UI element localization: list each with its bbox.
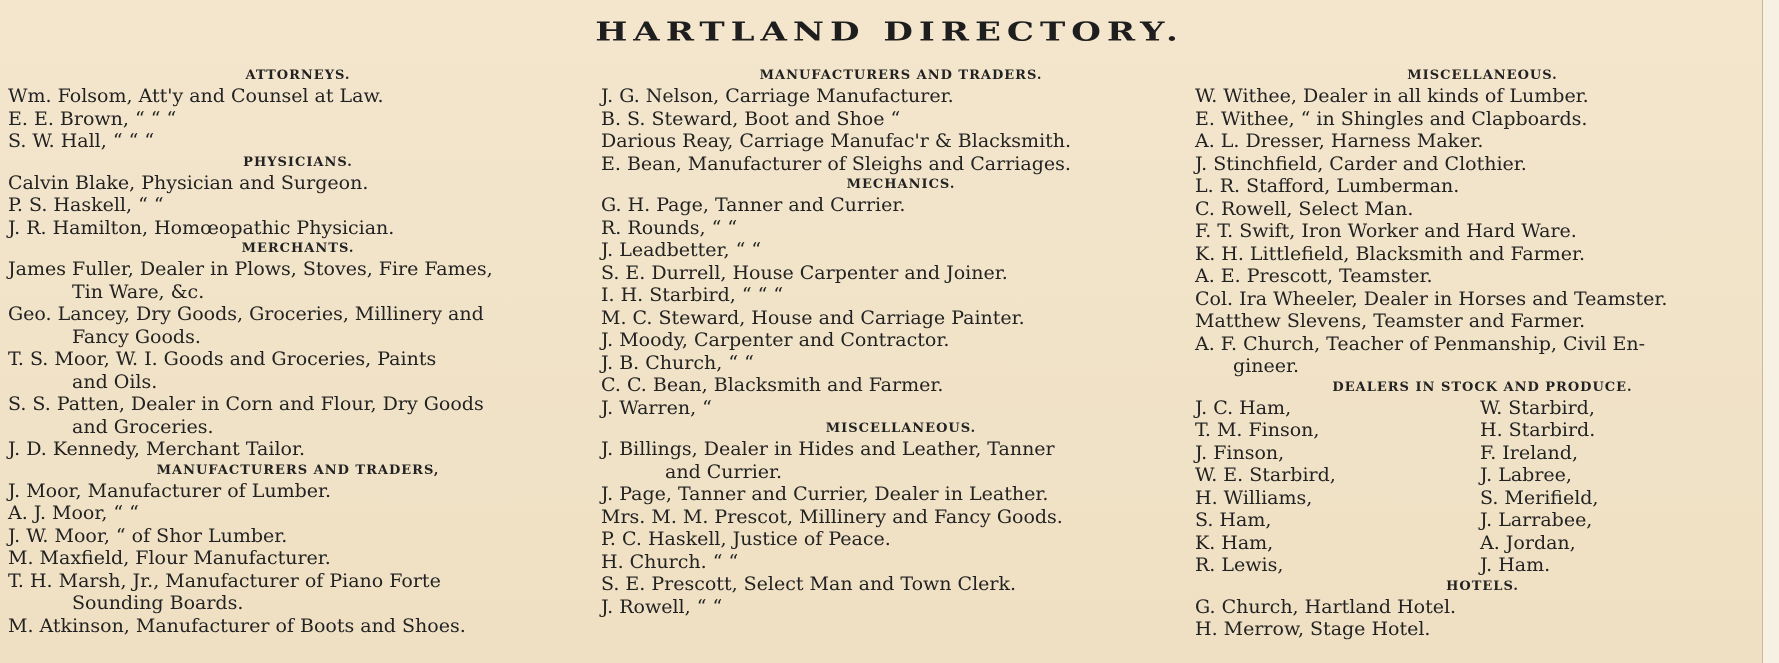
directory-entry: A. F. Church, Teacher of Penmanship, Civil En- [1195,332,1646,355]
dealers-list [1195,397,1770,577]
directory-entry: J. Moor, Manufacturer of Lumber. [8,479,332,502]
directory-entry: A. E. Prescott, Teamster. [1195,265,1433,287]
directory-entry: E. E. Brown, “ “ “ [8,107,177,130]
directory-entry: A. J. Moor, “ “ [8,502,139,524]
directory-entry: J. Rowell, “ “ [601,595,723,618]
directory-entry: M. C. Steward, House and Carriage Painter. [601,306,1025,329]
section-heading-miscellaneous: MISCELLANEOUS. [1407,68,1558,83]
directory-entry: S. S. Patten, Dealer in Corn and Flour, Dry Goods [8,393,484,415]
page-title: HARTLAND DIRECTORY. [595,16,1184,48]
directory-entry: J. R. Hamilton, Homœopathic Physician. [8,216,395,239]
directory-entry: S. E. Durrell, House Carpenter and Joiner. [601,261,1008,284]
directory-entry: G. Church, Hartland Hotel. [1195,595,1457,618]
directory-entry: Geo. Lancey, Dry Goods, Groceries, Millinery and [8,303,484,325]
directory-entry: A. L. Dresser, Harness Maker. [1195,130,1484,152]
dealer-entry: J. Finson, [1195,441,1285,464]
directory-entry-continuation: and Groceries. [72,415,214,438]
directory-entry-continuation: and Oils. [72,370,158,393]
dealer-entry: W. E. Starbird, [1195,464,1336,486]
directory-entry-continuation: Sounding Boards. [72,592,244,614]
directory-entry: J. Leadbetter, “ “ [601,239,762,261]
directory-entry: Wm. Folsom, Att'y and Counsel at Law. [8,85,384,107]
section-heading-attorneys: ATTORNEYS. [245,68,351,83]
directory-entry: T. S. Moor, W. I. Goods and Groceries, Paints [8,348,437,370]
directory-entry: J. G. Nelson, Carriage Manufacturer. [601,85,954,107]
dealer-entry: J. Ham. [1480,554,1551,576]
directory-entry: H. Merrow, Stage Hotel. [1195,618,1431,640]
section-heading-dealers: DEALERS IN STOCK AND PRODUCE. [1332,379,1633,395]
directory-entry: J. W. Moor, “ of Shor Lumber. [8,524,288,547]
directory-entry-continuation: Fancy Goods. [72,325,201,348]
directory-entry: James Fuller, Dealer in Plows, Stoves, Fire Fames, [8,258,493,280]
dealer-entry: K. Ham, [1195,531,1274,554]
directory-entry: T. H. Marsh, Jr., Manufacturer of Piano Forte [8,569,441,592]
dealer-entry: W. Starbird, [1480,396,1595,419]
directory-entry: J. D. Kennedy, Merchant Tailor. [8,438,306,460]
directory-entry: Calvin Blake, Physician and Surgeon. [8,171,369,194]
directory-entry: E. Withee, “ in Shingles and Clapboards. [1195,107,1588,130]
directory-entry-continuation: Tin Ware, &c. [72,280,205,303]
directory-entry: J. Moody, Carpenter and Contractor. [601,329,950,351]
column-2 [601,66,1201,618]
directory-entry: C. C. Bean, Blacksmith and Farmer. [601,374,944,396]
dealer-entry: S. Merifield, [1480,486,1599,509]
dealer-entry: J. Larrabee, [1480,509,1593,531]
directory-entry: C. Rowell, Select Man. [1195,197,1414,220]
directory-entry: I. H. Starbird, “ “ “ [601,284,784,306]
column-1 [8,66,588,637]
directory-entry: R. Rounds, “ “ [601,216,738,239]
section-heading-manufacturers: MANUFACTURERS AND TRADERS, [156,462,440,478]
dealer-entry: R. Lewis, [1195,554,1284,576]
section-heading-hotels: HOTELS. [1446,578,1519,594]
dealer-entry: H. Williams, [1195,486,1313,509]
dealer-entry: A. Jordan, [1480,531,1576,554]
directory-entry: Darious Reay, Carriage Manufac'r & Blacksmith. [601,130,1072,152]
directory-entry: L. R. Stafford, Lumberman. [1195,175,1460,197]
directory-entry: J. Warren, “ [601,396,712,419]
section-heading-miscellaneous: MISCELLANEOUS. [825,421,977,436]
section-heading-manufacturers: MANUFACTURERS AND TRADERS. [759,68,1043,83]
directory-entry: B. S. Steward, Boot and Shoe “ [601,107,901,130]
dealer-entry: J. C. Ham, [1195,396,1292,419]
directory-entry: J. Stinchfield, Carder and Clothier. [1195,152,1527,175]
dealer-entry: J. Labree, [1480,464,1572,486]
directory-entry: K. H. Littlefield, Blacksmith and Farmer. [1195,242,1586,265]
directory-entry: E. Bean, Manufacturer of Sleighs and Carriages. [601,152,1071,175]
section-heading-merchants: MERCHANTS. [241,241,355,256]
directory-entry: G. H. Page, Tanner and Currier. [601,194,906,216]
directory-entry: Col. Ira Wheeler, Dealer in Horses and Teamster. [1195,287,1668,310]
directory-entry: Mrs. M. M. Prescot, Millinery and Fancy Goods. [601,505,1063,528]
directory-entry-continuation: gineer. [1233,355,1299,377]
directory-entry: F. T. Swift, Iron Worker and Hard Ware. [1195,220,1577,242]
directory-entry: S. E. Prescott, Select Man and Town Clerk. [601,573,1017,595]
directory-entry: Matthew Slevens, Teamster and Farmer. [1195,310,1586,332]
directory-entry: S. W. Hall, “ “ “ [8,130,155,152]
directory-entry: J. B. Church, “ “ [601,351,754,374]
dealer-entry: H. Starbird. [1480,419,1596,441]
directory-entry: P. S. Haskell, “ “ [8,194,164,216]
directory-entry: J. Page, Tanner and Currier, Dealer in Leather. [601,483,1049,505]
directory-entry: P. C. Haskell, Justice of Peace. [601,528,891,550]
dealer-entry: T. M. Finson, [1195,419,1320,441]
directory-entry: W. Withee, Dealer in all kinds of Lumber. [1195,85,1589,107]
directory-entry: J. Billings, Dealer in Hides and Leather, Tanner [601,438,1055,460]
dealer-entry: F. Ireland, [1480,441,1578,464]
section-heading-mechanics: MECHANICS. [846,177,956,192]
dealer-entry: S. Ham, [1195,509,1272,531]
directory-entry: H. Church. “ “ [601,550,739,573]
directory-entry-continuation: and Currier. [665,460,783,483]
section-heading-physicians: PHYSICIANS. [243,154,353,170]
directory-entry: M. Maxfield, Flour Manufacturer. [8,547,331,569]
column-3 [1195,66,1770,641]
directory-entry: M. Atkinson, Manufacturer of Boots and Shoes. [8,614,466,637]
